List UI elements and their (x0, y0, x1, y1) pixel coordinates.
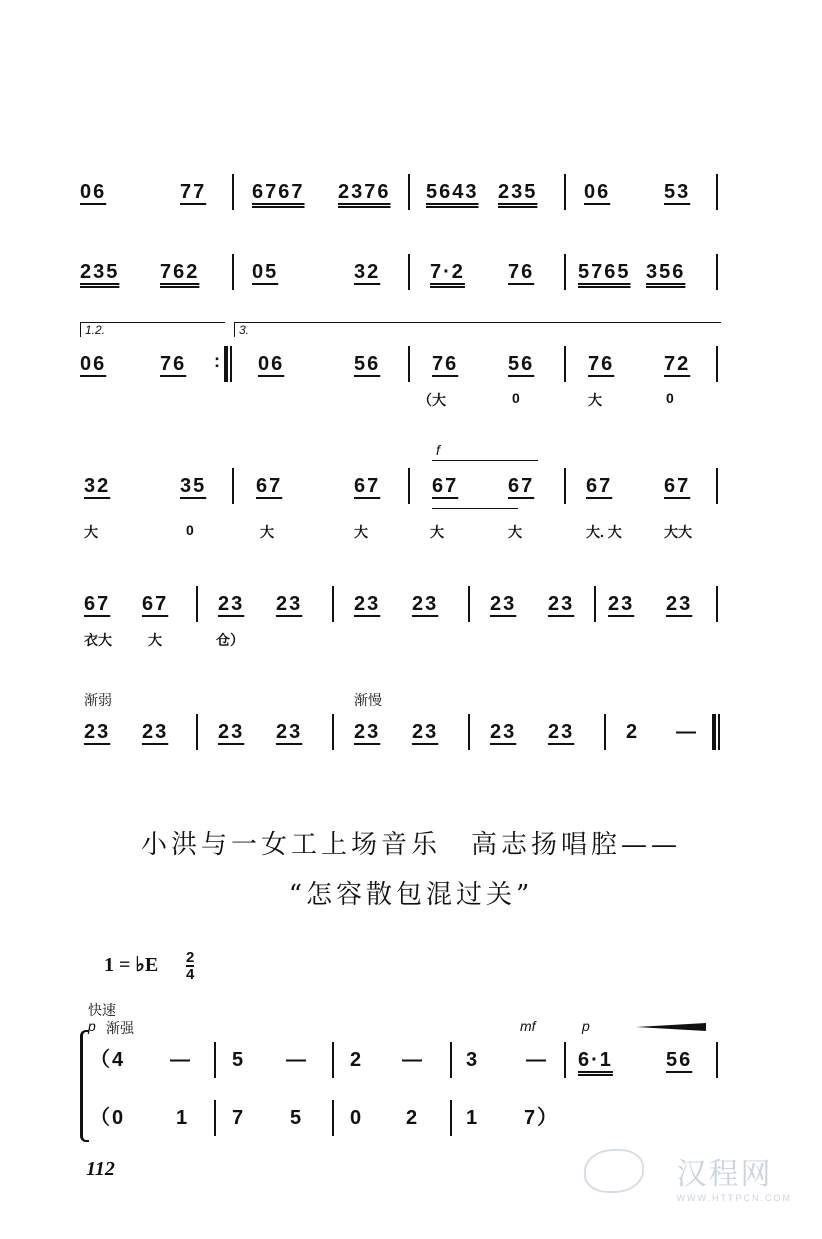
tempo-mark: 快速 (88, 1002, 116, 1018)
note-extension: — (402, 1049, 424, 1071)
note-group: 56 (666, 1049, 693, 1071)
note-group: 06 (80, 353, 107, 375)
barline (716, 254, 718, 290)
note-group: 23 (276, 721, 303, 743)
note-group: 76 (160, 353, 187, 375)
note: 1 (176, 1107, 190, 1129)
percussion-text: 大 (84, 524, 98, 540)
note-group: 23 (412, 593, 439, 615)
note-group: 23 (412, 721, 439, 743)
watermark-logo-icon (584, 1149, 644, 1193)
barline (450, 1100, 452, 1136)
note-group: 23 (354, 593, 381, 615)
barline (332, 1042, 334, 1078)
dynamic-crescendo-text: 渐强 (106, 1020, 134, 1036)
barline (716, 346, 718, 382)
time-signature-bottom: 4 (186, 966, 195, 983)
decrescendo-hairpin (636, 1023, 706, 1031)
barline (468, 586, 470, 622)
barline (332, 586, 334, 622)
score-line-1 (80, 172, 720, 232)
dynamic-mezzo-forte: mf (520, 1018, 536, 1034)
tempo-mark-ritardando: 渐慢 (354, 692, 382, 708)
barline (232, 174, 234, 210)
note-group: 356 (646, 261, 686, 283)
note-group: 35 (180, 475, 207, 497)
note-group: 6·1 (578, 1049, 613, 1071)
final-barline (712, 714, 716, 750)
watermark (677, 1149, 792, 1203)
note-group: 67 (256, 475, 283, 497)
note-group: 6767 (252, 181, 305, 203)
note-group: 235 (80, 261, 120, 283)
note-group: 23 (142, 721, 169, 743)
tempo-mark-decrescendo: 渐弱 (84, 692, 112, 708)
note-group: 23 (608, 593, 635, 615)
note-group: 77 (180, 181, 207, 203)
note-group: 67 (142, 593, 169, 615)
score-line-2 (80, 252, 720, 312)
barline (214, 1042, 216, 1078)
note-group: 06 (584, 181, 611, 203)
percussion-text: 大 (588, 392, 602, 408)
time-signature (186, 950, 194, 982)
note: 2 (406, 1107, 420, 1129)
barline (716, 174, 718, 210)
note-extension: — (286, 1049, 308, 1071)
note-group: 32 (84, 475, 111, 497)
note-fermata: 2 (626, 721, 640, 743)
watermark-url: WWW.HTTPCN.COM (676, 1193, 792, 1203)
note-group: 23 (490, 593, 517, 615)
barline (468, 714, 470, 750)
watermark-text: 汉程网 (676, 1158, 773, 1191)
percussion-text: 大 (354, 524, 368, 540)
bracket-line (432, 460, 538, 461)
note: 7） (524, 1107, 560, 1129)
note-group: 762 (160, 261, 200, 283)
percussion-text: （大 (418, 392, 446, 408)
barline (564, 1042, 566, 1078)
barline (450, 1042, 452, 1078)
percussion-text: 大. 大 (586, 524, 622, 540)
barline (564, 468, 566, 504)
repeat-barline (224, 346, 228, 382)
barline (716, 1042, 718, 1078)
note-group: 235 (498, 181, 538, 203)
percussion-text: 仓） (216, 632, 244, 648)
note-group: 23 (548, 721, 575, 743)
note: 1 (466, 1107, 480, 1129)
note-group: 67 (508, 475, 535, 497)
barline (564, 174, 566, 210)
percussion-text: 0 (186, 522, 194, 538)
barline (408, 468, 410, 504)
percussion-text: 大 (148, 632, 162, 648)
dynamic-piano: p (88, 1018, 96, 1034)
volta-ending-1-2: 1.2. (80, 322, 225, 337)
section-title: 小洪与一女工上场音乐 高志扬唱腔—— (140, 830, 681, 860)
barline (196, 586, 198, 622)
barline (408, 174, 410, 210)
note-group: 67 (586, 475, 613, 497)
note-extension: — (676, 721, 698, 743)
note: 0 (350, 1107, 364, 1129)
note-group: 67 (84, 593, 111, 615)
note-group: 23 (666, 593, 693, 615)
score-line-4 (80, 466, 720, 526)
note: （0 (90, 1107, 126, 1129)
note-group: 32 (354, 261, 381, 283)
volta-ending-3: 3. (234, 322, 721, 337)
note-group: 67 (354, 475, 381, 497)
dynamic-piano: p (582, 1018, 590, 1034)
note: 2 (350, 1049, 364, 1071)
note-group: 23 (490, 721, 517, 743)
note-group: 05 (252, 261, 279, 283)
note-group: 72 (664, 353, 691, 375)
note-group: 23 (84, 721, 111, 743)
note: （4 (90, 1049, 126, 1071)
note-extension: — (526, 1049, 548, 1071)
key-signature: 1 = ♭E (104, 954, 159, 976)
note-group: 53 (664, 181, 691, 203)
percussion-text: 0 (512, 390, 520, 406)
score-line-5 (80, 584, 720, 644)
note-group: 56 (508, 353, 535, 375)
note-group: 67 (664, 475, 691, 497)
percussion-text: 大 (430, 524, 444, 540)
note-group: 76 (508, 261, 535, 283)
note: 5 (290, 1107, 304, 1129)
barline (716, 468, 718, 504)
note-group: 67 (432, 475, 459, 497)
barline (604, 714, 606, 750)
note-group: 23 (354, 721, 381, 743)
barline (564, 346, 566, 382)
barline (408, 346, 410, 382)
note: 7 (232, 1107, 246, 1129)
note-group: 06 (80, 181, 107, 203)
note-group: 76 (432, 353, 459, 375)
note-group: 5643 (426, 181, 479, 203)
score-line-6 (80, 712, 720, 772)
barline (332, 714, 334, 750)
barline (214, 1100, 216, 1136)
section-subtitle: “怎容散包混过关” (288, 880, 534, 910)
note-group: 7·2 (430, 261, 465, 283)
note-group: 23 (276, 593, 303, 615)
percussion-text: 大 (260, 524, 274, 540)
score-line-3 (80, 344, 720, 404)
note: 3 (466, 1049, 480, 1071)
barline (408, 254, 410, 290)
percussion-text: 0 (666, 390, 674, 406)
barline (232, 468, 234, 504)
barline (594, 586, 596, 622)
note-group: 76 (588, 353, 615, 375)
note-group: 06 (258, 353, 285, 375)
dynamic-forte: f (436, 442, 440, 458)
intro-upper-line (80, 1040, 720, 1100)
barline (716, 586, 718, 622)
note-group: 56 (354, 353, 381, 375)
percussion-text: 大大 (664, 524, 692, 540)
note: 5 (232, 1049, 246, 1071)
percussion-text: 大 (508, 524, 522, 540)
barline (332, 1100, 334, 1136)
barline (564, 254, 566, 290)
barline (196, 714, 198, 750)
time-signature-top: 2 (186, 949, 195, 966)
note-group: 23 (218, 593, 245, 615)
percussion-text: 衣大 (84, 632, 112, 648)
note-group: 2376 (338, 181, 391, 203)
barline (232, 254, 234, 290)
note-group: 23 (218, 721, 245, 743)
note-group: 23 (548, 593, 575, 615)
note-group: 5765 (578, 261, 631, 283)
page-number: 112 (86, 1158, 115, 1180)
note-extension: — (170, 1049, 192, 1071)
